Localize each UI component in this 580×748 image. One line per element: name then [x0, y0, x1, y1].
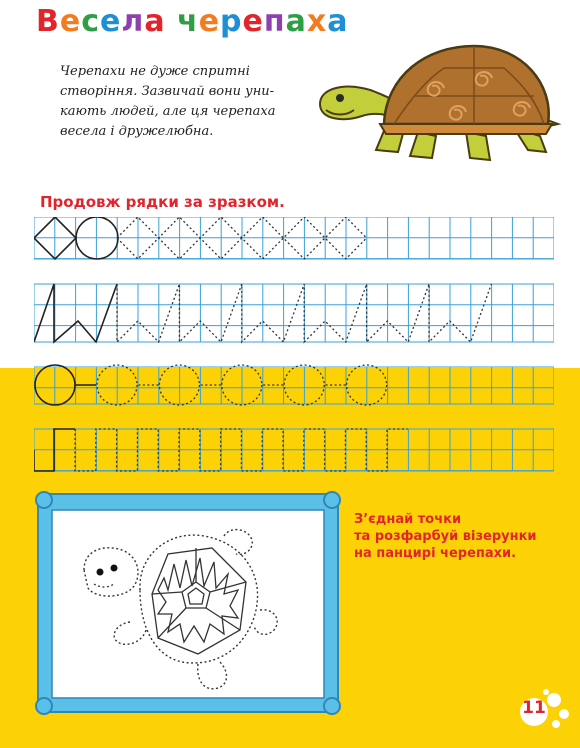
- exercise2-instruction: [354, 511, 537, 562]
- title-letter: ч: [177, 4, 199, 39]
- title-letter: с: [81, 4, 101, 39]
- page-title: [36, 4, 348, 39]
- title-letter: л: [121, 4, 145, 39]
- title-letter: е: [100, 4, 122, 39]
- title-letter: а: [327, 4, 349, 39]
- exercise-instruction: Продовж рядки за зразком.: [40, 193, 285, 211]
- title-letter: е: [242, 4, 264, 39]
- page-number: 11: [522, 698, 546, 718]
- intro-line: створіння. Зазвичай вони уни-: [60, 84, 275, 99]
- title-letter: В: [36, 4, 60, 39]
- title-letter: [166, 4, 177, 39]
- intro-text: [60, 62, 310, 142]
- page-number-badge: [512, 684, 574, 732]
- intro-line: кають людей, але ця черепаха: [60, 104, 276, 119]
- title-letter: е: [59, 4, 82, 39]
- title-letter: х: [306, 4, 328, 39]
- task-line: на панцирі черепахи.: [354, 546, 517, 561]
- title-letter: е: [198, 4, 221, 39]
- title-letter: а: [285, 4, 307, 39]
- tracing-grid: [34, 217, 554, 473]
- task-line: З’єднай точки: [354, 512, 462, 527]
- title-letter: а: [144, 4, 166, 39]
- picture-frame: [34, 490, 342, 716]
- task-line: та розфарбуй візерунки: [354, 529, 537, 544]
- title-letter: р: [220, 4, 243, 39]
- turtle-illustration: [314, 40, 564, 166]
- intro-line: весела і дружелюбна.: [60, 124, 214, 139]
- title-letter: п: [263, 4, 286, 39]
- intro-line: Черепахи не дуже спритні: [60, 64, 250, 79]
